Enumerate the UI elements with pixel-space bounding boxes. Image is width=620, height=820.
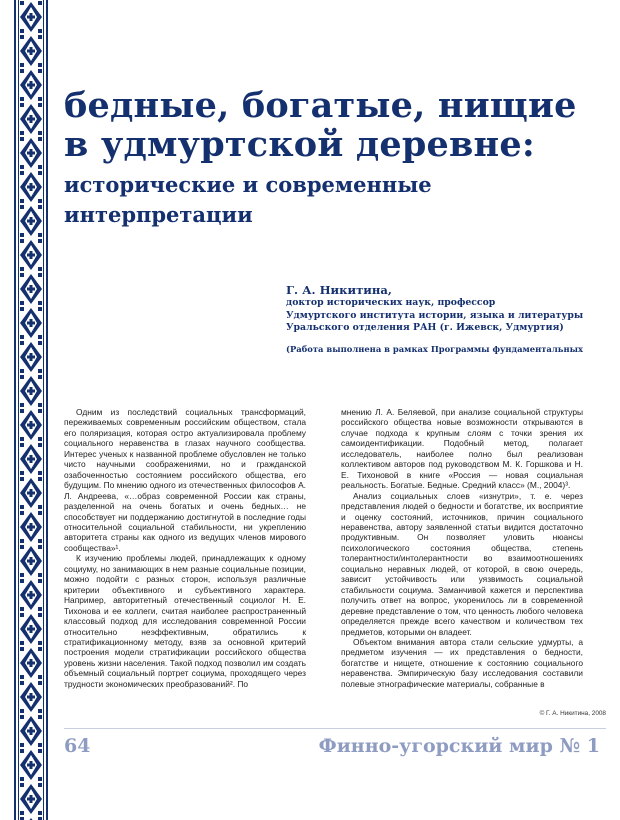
ornament-motif bbox=[20, 307, 24, 311]
ornament-motif bbox=[27, 594, 35, 597]
ornament-motif bbox=[38, 307, 42, 311]
ornament-motif bbox=[38, 199, 42, 203]
ornament-motif bbox=[18, 0, 19, 820]
ornament-motif bbox=[27, 50, 35, 53]
footer-divider bbox=[64, 728, 606, 729]
ornament-motif bbox=[20, 641, 24, 645]
ornament-motif bbox=[38, 69, 42, 73]
ornament-motif bbox=[38, 715, 42, 719]
ornament-motif bbox=[20, 239, 24, 243]
ornament-motif bbox=[20, 1, 24, 5]
ornament-motif bbox=[38, 103, 42, 107]
ornament-motif bbox=[20, 409, 24, 413]
ornament-motif bbox=[38, 29, 42, 33]
body-column-right bbox=[341, 407, 583, 689]
ornament-motif bbox=[27, 220, 35, 223]
ornament-motif bbox=[20, 131, 24, 135]
ornament-motif bbox=[27, 84, 35, 87]
author-degree: доктор исторических наук, профессор bbox=[286, 297, 496, 308]
ornament-motif bbox=[38, 301, 42, 305]
ornament-motif bbox=[27, 764, 35, 767]
ornament-motif bbox=[38, 273, 42, 277]
ornament-motif bbox=[38, 239, 42, 243]
ornament-motif bbox=[20, 783, 24, 787]
ornament-motif bbox=[27, 118, 35, 121]
ornament-motif bbox=[20, 273, 24, 277]
ornament-motif bbox=[38, 613, 42, 617]
article-title-line-1: бедные, богатые, нищие bbox=[64, 85, 577, 126]
ornament-motif bbox=[20, 681, 24, 685]
ornament-motif bbox=[20, 505, 24, 509]
ornament-motif bbox=[38, 777, 42, 781]
ornament-motif bbox=[27, 696, 35, 699]
ornament-motif bbox=[38, 97, 42, 101]
ornament-motif bbox=[20, 103, 24, 107]
ornament-motif bbox=[38, 675, 42, 679]
ornament-motif bbox=[20, 341, 24, 345]
ornament-motif bbox=[27, 16, 35, 19]
ornament-motif bbox=[20, 647, 24, 651]
ornament-motif bbox=[27, 662, 35, 665]
ornament-motif bbox=[27, 560, 35, 563]
ornament-motif bbox=[20, 607, 24, 611]
ornament-motif bbox=[38, 641, 42, 645]
ornament-motif bbox=[38, 335, 42, 339]
ornament-motif bbox=[38, 233, 42, 237]
ornament-motif bbox=[20, 511, 24, 515]
author-branch: Уральского отделения РАН (г. Ижевск, Удмуртия) bbox=[286, 322, 564, 333]
ornament-motif bbox=[20, 573, 24, 577]
ornament-motif bbox=[20, 267, 24, 271]
ornament-motif bbox=[20, 811, 24, 815]
ornament-motif bbox=[20, 749, 24, 753]
copyright-notice: © Г. А. Никитина, 2008 bbox=[539, 710, 606, 717]
ornament-motif bbox=[27, 730, 35, 733]
body-paragraph: Одним из последствий социальных трансформаций, переживаемых современным российским обществом, стала его поляризация, которая остро актуализировала проблему социального неравенства в глазах научного сообщества. Интерес ученых к названной проблеме обусловлен не только чисто научными соображениями, но и гражданской озабоченностью состоянием российского общества, его будущим. По мнению одного из отечественных философов А. Л. Андреева, «…образ современной России как страны, разделенной на очень богатых и очень бедных… не способствует ни поддержанию достигнутой в последние годы относительной социальной стабильности, ни укреплению авторитета страны как одного из ведущих членов мирового сообщества»¹. bbox=[64, 407, 306, 553]
funding-note: (Работа выполнена в рамках Программы фундаментальных bbox=[286, 343, 583, 354]
ornament-motif bbox=[27, 152, 35, 155]
ornament-motif bbox=[20, 743, 24, 747]
ornament-motif bbox=[20, 233, 24, 237]
article-title bbox=[64, 86, 604, 164]
ornament-motif bbox=[38, 409, 42, 413]
ornament-motif bbox=[20, 165, 24, 169]
ornament-motif bbox=[20, 199, 24, 203]
ornament-motif bbox=[20, 471, 24, 475]
ornament-motif bbox=[20, 171, 24, 175]
ornament-motif bbox=[38, 505, 42, 509]
article-subtitle bbox=[64, 170, 604, 230]
ornament-motif bbox=[27, 254, 35, 257]
ornament-motif bbox=[38, 437, 42, 441]
udmurt-ornament-border-icon bbox=[14, 0, 48, 820]
ornament-motif bbox=[20, 579, 24, 583]
author-block bbox=[286, 283, 606, 355]
ornament-motif bbox=[20, 539, 24, 543]
ornament-motif bbox=[38, 443, 42, 447]
ornament-motif bbox=[20, 777, 24, 781]
ornament-motif bbox=[27, 390, 35, 393]
ornament-motif bbox=[38, 137, 42, 141]
ornament-motif bbox=[38, 369, 42, 373]
ornament-motif bbox=[38, 579, 42, 583]
ornament-motif bbox=[20, 375, 24, 379]
article-subtitle-line-2: интерпретации bbox=[64, 202, 253, 227]
ornament-motif bbox=[38, 607, 42, 611]
ornament-motif bbox=[38, 573, 42, 577]
author-name: Г. А. Никитина, bbox=[286, 283, 392, 297]
ornament-motif bbox=[14, 0, 16, 820]
body-paragraph-continued: мнению Л. А. Беляевой, при анализе социальной структуры российского общества новые возможности открываются в случае подхода к крупным слоям с точки зрения их самоидентификации. Подобный метод, полагает исследователь, наиболее полно был реализован коллективом авторов под руководством М. К. Горшкова и Н. Е. Тихоновой в книге «Россия — новая социальная реальность. Богатые. Бедные. Средний класс» (М., 2004)³. bbox=[341, 407, 583, 491]
ornament-motif bbox=[38, 403, 42, 407]
article-title-block bbox=[64, 86, 604, 230]
ornament-motif bbox=[38, 539, 42, 543]
ornament-motif bbox=[38, 749, 42, 753]
ornament-motif bbox=[38, 743, 42, 747]
ornament-motif bbox=[38, 267, 42, 271]
ornament-motif bbox=[20, 97, 24, 101]
ornament-motif bbox=[38, 165, 42, 169]
ornament-motif bbox=[20, 63, 24, 67]
ornament-motif bbox=[27, 526, 35, 529]
ornament-motif bbox=[38, 375, 42, 379]
ornament-motif bbox=[38, 63, 42, 67]
journal-name: Финно-угорский мир № 1 bbox=[318, 735, 600, 757]
ornament-motif bbox=[20, 545, 24, 549]
ornament-motif bbox=[27, 492, 35, 495]
ornament-motif bbox=[46, 0, 48, 820]
ornament-motif bbox=[38, 511, 42, 515]
ornament-motif bbox=[20, 205, 24, 209]
body-column-left bbox=[64, 407, 306, 689]
ornament-motif bbox=[20, 35, 24, 39]
ornament-motif bbox=[20, 69, 24, 73]
ornament-motif bbox=[20, 301, 24, 305]
ornament-motif bbox=[38, 205, 42, 209]
ornament-motif bbox=[20, 477, 24, 481]
ornament-motif bbox=[38, 811, 42, 815]
ornament-motif bbox=[20, 137, 24, 141]
ornament-motif bbox=[38, 681, 42, 685]
ornament-motif bbox=[20, 675, 24, 679]
ornament-motif bbox=[38, 131, 42, 135]
ornament-motif bbox=[20, 403, 24, 407]
ornament-motif bbox=[20, 709, 24, 713]
ornament-motif bbox=[20, 437, 24, 441]
page-number: 64 bbox=[64, 735, 91, 757]
ornament-motif bbox=[38, 471, 42, 475]
ornament-motif bbox=[38, 545, 42, 549]
body-paragraph: Анализ социальных слоев «изнутри», т. е. через представления людей о бедности и богатстве, их восприятие и оценку состояний, источников, причин социального неравенства, автору заявленной статьи видится достаточно продуктивным. Он позволяет уловить нюансы психологического состояния общества, степень толерантности/интолерантности во взаимоотношениях социально неравных людей, от которой, в свою очередь, зависит устойчивость или уязвимость социальной стабильности социума. Заманчивой кажется и перспектива получить ответ на вопрос, укоренилось ли в современной деревне представление о том, что ценность любого человека определяется прежде всего качеством и количеством тех предметов, которыми он владеет. bbox=[341, 490, 583, 637]
ornament-motif bbox=[27, 458, 35, 461]
article-title-line-2: в удмуртской деревне: bbox=[64, 124, 535, 165]
body-paragraph: Объектом внимания автора стали сельские удмурты, а предметом изучения — их представления о бедности, богатстве и нищете, отношение к состоянию социального неравенства. Эмпирическую базу исследования составили полевые этнографические материалы, собранные в bbox=[341, 636, 583, 689]
author-institute: Удмуртского института истории, языка и литературы bbox=[286, 309, 584, 321]
body-paragraph: К изучению проблемы людей, принадлежащих к одному социуму, но занимающих в нем разные социальные позиции, можно подойти с разных сторон, используя различные критерии объективного и субъективного характера. Например, авторитетный отечественный социолог Н. Е. Тихонова и ее коллеги, считая наиболее распространенный классовый подход для исследования современной России относительно неэффективным, обратились к стратификационному методу, взяв за основной критерий построения модели стратификации российского общества уровень жизни населения. Такой подход позволил им создать объемный социальный портрет социума, проходящего через трудности экономических преобразований². По bbox=[64, 553, 306, 689]
ornament-motif bbox=[20, 369, 24, 373]
ornament-motif bbox=[38, 477, 42, 481]
ornament-motif bbox=[27, 798, 35, 801]
ornament-motif bbox=[27, 186, 35, 189]
ornament-motif bbox=[20, 335, 24, 339]
article-subtitle-line-1: исторические и современные bbox=[64, 172, 432, 197]
ornament-motif bbox=[27, 424, 35, 427]
ornament-motif bbox=[27, 356, 35, 359]
ornament-motif bbox=[38, 35, 42, 39]
ornament-motif bbox=[20, 613, 24, 617]
ornament-motif bbox=[38, 647, 42, 651]
ornament-motif bbox=[38, 709, 42, 713]
ornament-motif bbox=[20, 29, 24, 33]
ornament-motif bbox=[43, 0, 44, 820]
ornament-motif bbox=[27, 628, 35, 631]
ornament-motif bbox=[38, 783, 42, 787]
ornament-motif bbox=[20, 443, 24, 447]
ornament-motif bbox=[27, 322, 35, 325]
ornament-motif bbox=[38, 341, 42, 345]
ornament-motif bbox=[38, 171, 42, 175]
ornament-motif bbox=[27, 288, 35, 291]
ornament-motif bbox=[38, 1, 42, 5]
ornament-motif bbox=[20, 715, 24, 719]
